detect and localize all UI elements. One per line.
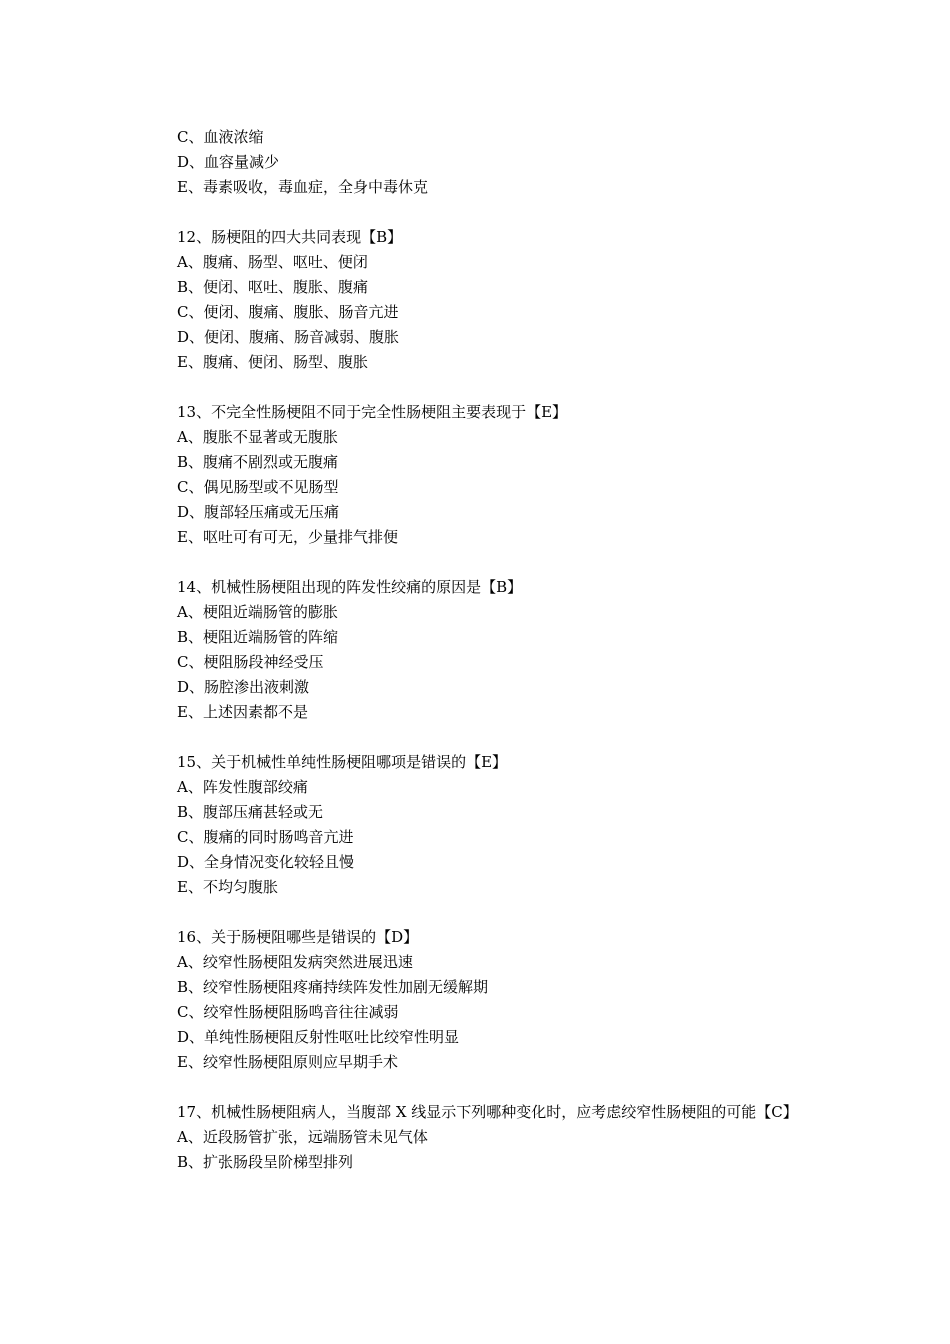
option-line: B、腹痛不剧烈或无腹痛	[177, 453, 339, 471]
question-15	[146, 750, 816, 900]
option-line: C、偶见肠型或不见肠型	[177, 478, 339, 496]
option-line: E、腹痛、便闭、肠型、腹胀	[177, 353, 368, 371]
option-line: B、便闭、呕吐、腹胀、腹痛	[177, 278, 369, 296]
question-stem: 13、不完全性肠梗阻不同于完全性肠梗阻主要表现于【E】	[177, 403, 568, 421]
option-line: B、扩张肠段呈阶梯型排列	[177, 1153, 354, 1171]
question-stem: 12、肠梗阻的四大共同表现【B】	[177, 228, 403, 246]
question-16	[146, 925, 816, 1075]
option-line: C、腹痛的同时肠鸣音亢进	[177, 828, 354, 846]
document-body	[146, 125, 816, 1175]
option-line: E、不均匀腹胀	[177, 878, 278, 896]
option-line: D、单纯性肠梗阻反射性呕吐比绞窄性明显	[177, 1028, 460, 1046]
question-12	[146, 225, 816, 375]
question-14	[146, 575, 816, 725]
option-line: D、肠腔渗出液刺激	[177, 678, 310, 696]
option-line: E、绞窄性肠梗阻原则应早期手术	[177, 1053, 398, 1071]
option-line: C、梗阻肠段神经受压	[177, 653, 324, 671]
option-line: D、全身情况变化较轻且慢	[177, 853, 355, 871]
option-line: D、血容量减少	[177, 153, 280, 171]
spacer	[146, 1075, 816, 1100]
spacer	[146, 375, 816, 400]
spacer	[146, 200, 816, 225]
option-line: E、毒素吸收，毒血症，全身中毒休克	[177, 178, 428, 196]
option-line: E、呕吐可有可无，少量排气排便	[177, 528, 398, 546]
option-line: A、阵发性腹部绞痛	[177, 778, 308, 796]
spacer	[146, 550, 816, 575]
question-13	[146, 400, 816, 550]
option-line: B、梗阻近端肠管的阵缩	[177, 628, 339, 646]
option-line: A、腹痛、肠型、呕吐、便闭	[177, 253, 368, 271]
option-line: A、梗阻近端肠管的膨胀	[177, 603, 338, 621]
option-line: E、上述因素都不是	[177, 703, 308, 721]
option-line: A、腹胀不显著或无腹胀	[177, 428, 338, 446]
question-stem: 15、关于机械性单纯性肠梗阻哪项是错误的【E】	[177, 753, 508, 771]
option-line: B、绞窄性肠梗阻疼痛持续阵发性加剧无缓解期	[177, 978, 489, 996]
option-line: C、血液浓缩	[177, 128, 264, 146]
question-17	[146, 1100, 816, 1175]
spacer	[146, 725, 816, 750]
question-stem: 14、机械性肠梗阻出现的阵发性绞痛的原因是【B】	[177, 578, 523, 596]
spacer	[146, 900, 816, 925]
option-line: D、腹部轻压痛或无压痛	[177, 503, 340, 521]
option-line: D、便闭、腹痛、肠音减弱、腹胀	[177, 328, 400, 346]
question-stem: 16、关于肠梗阻哪些是错误的【D】	[177, 928, 419, 946]
option-line: A、近段肠管扩张，远端肠管未见气体	[177, 1128, 428, 1146]
option-line: A、绞窄性肠梗阻发病突然进展迅速	[177, 953, 413, 971]
option-line: C、绞窄性肠梗阻肠鸣音往往减弱	[177, 1003, 399, 1021]
option-line: B、腹部压痛甚轻或无	[177, 803, 324, 821]
question-stem: 17、机械性肠梗阻病人，当腹部 X 线显示下列哪种变化时，应考虑绞窄性肠梗阻的可能【C】	[177, 1103, 798, 1121]
option-line: C、便闭、腹痛、腹胀、肠音亢进	[177, 303, 399, 321]
